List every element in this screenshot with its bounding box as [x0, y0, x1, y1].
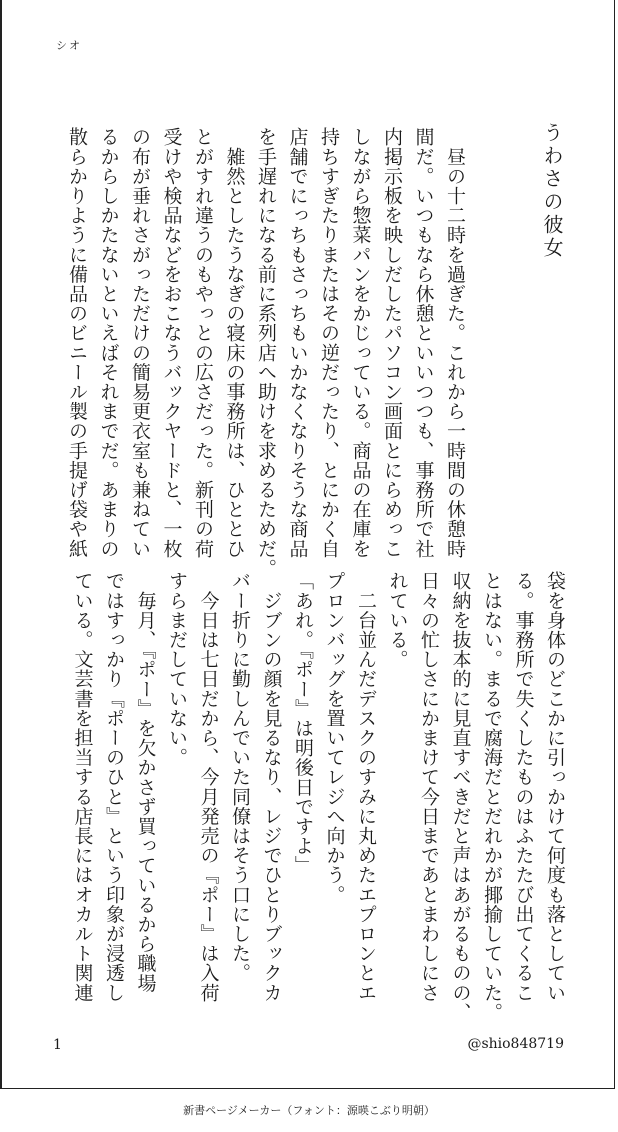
- text-column: 「あれ。『ポー』は明後日ですよ」: [292, 571, 314, 876]
- author-name: シオ: [56, 39, 82, 52]
- page-number: 1: [53, 1037, 62, 1053]
- text-column: すらまだしていない。: [166, 571, 188, 767]
- body-text-upper: [61, 127, 471, 578]
- text-column: ている。文芸書を担当する店長にはオカルト関連: [71, 571, 94, 1003]
- body-text-lower: [66, 571, 570, 1031]
- text-column: 袋を身体のどこかに引っかけて何度も落としてい: [544, 571, 566, 1003]
- text-column: れている。: [386, 571, 409, 669]
- text-column: の布が垂れさがっただけの簡易更衣室も兼ねてい: [129, 127, 151, 559]
- text-column: 雑然としたうなぎの寝床の事務所は、ひととひ: [223, 127, 246, 559]
- text-column: ジブンの顔を見るなり、レジでひとりブックカ: [260, 571, 283, 1003]
- text-column: 日々の忙しさにかまけて今日まであとまわしにさ: [418, 571, 440, 1003]
- text-column: 毎月、『ポー』を欠かさず買っているから職場: [134, 571, 157, 993]
- text-column: る。事務所で失くしたものはふたたび出てくるこ: [512, 571, 535, 1003]
- footer-credit: 新書ページメーカー（フォント：源暎こぶり明朝）: [183, 1104, 435, 1117]
- text-column: 店舗でにっちもさっちもいかなくなりそうな商品: [286, 127, 309, 559]
- text-column: 内掲示板を映しだしたパソコン画面とにらめっこ: [381, 127, 403, 559]
- text-column: とはない。まるで腐海だとだれかが揶揄していた。: [481, 571, 503, 1022]
- text-column: 今日は七日だから、今月発売の『ポー』は入荷: [197, 571, 220, 1003]
- text-column: 持ちすぎたりまたはその逆だったり、とにかく自: [318, 127, 340, 559]
- text-column: るからしかたないといえばそれまでだ。あまりの: [97, 127, 120, 559]
- text-column: 受けや検品などをおこなうバックヤードと、一枚: [160, 127, 183, 559]
- text-column: バー折りに勤しんでいた同僚はそう口にした。: [229, 571, 251, 983]
- text-column: 二台並んだデスクのすみに丸めたエプロンとエ: [355, 571, 377, 1003]
- text-column: を手遅れになる前に系列店へ助けを求めるためだ。: [255, 127, 277, 578]
- text-column: 昼の十二時を過ぎた。これから一時間の休憩時: [444, 127, 466, 559]
- text-column: 収納を抜本的に見直すべきだと声はあがるものの、: [449, 571, 472, 1022]
- text-column: ではすっかり『ポーのひと』という印象が浸透し: [103, 571, 125, 1003]
- text-column: 間だ。いつもなら休憩といいつつも、事務所で社: [412, 127, 435, 559]
- text-column: 散らかりように備品のビニール製の手提げ袋や紙: [66, 127, 88, 559]
- text-column: しながら惣菜パンをかじっている。商品の在庫を: [349, 127, 372, 559]
- text-column: とがすれ違うのもやっとの広さだった。新刊の荷: [192, 127, 214, 559]
- story-title: うわさの彼女: [540, 122, 564, 260]
- text-column: プロンバッグを置いてレジへ向かう。: [323, 571, 346, 905]
- author-handle: @shio848719: [467, 1036, 564, 1052]
